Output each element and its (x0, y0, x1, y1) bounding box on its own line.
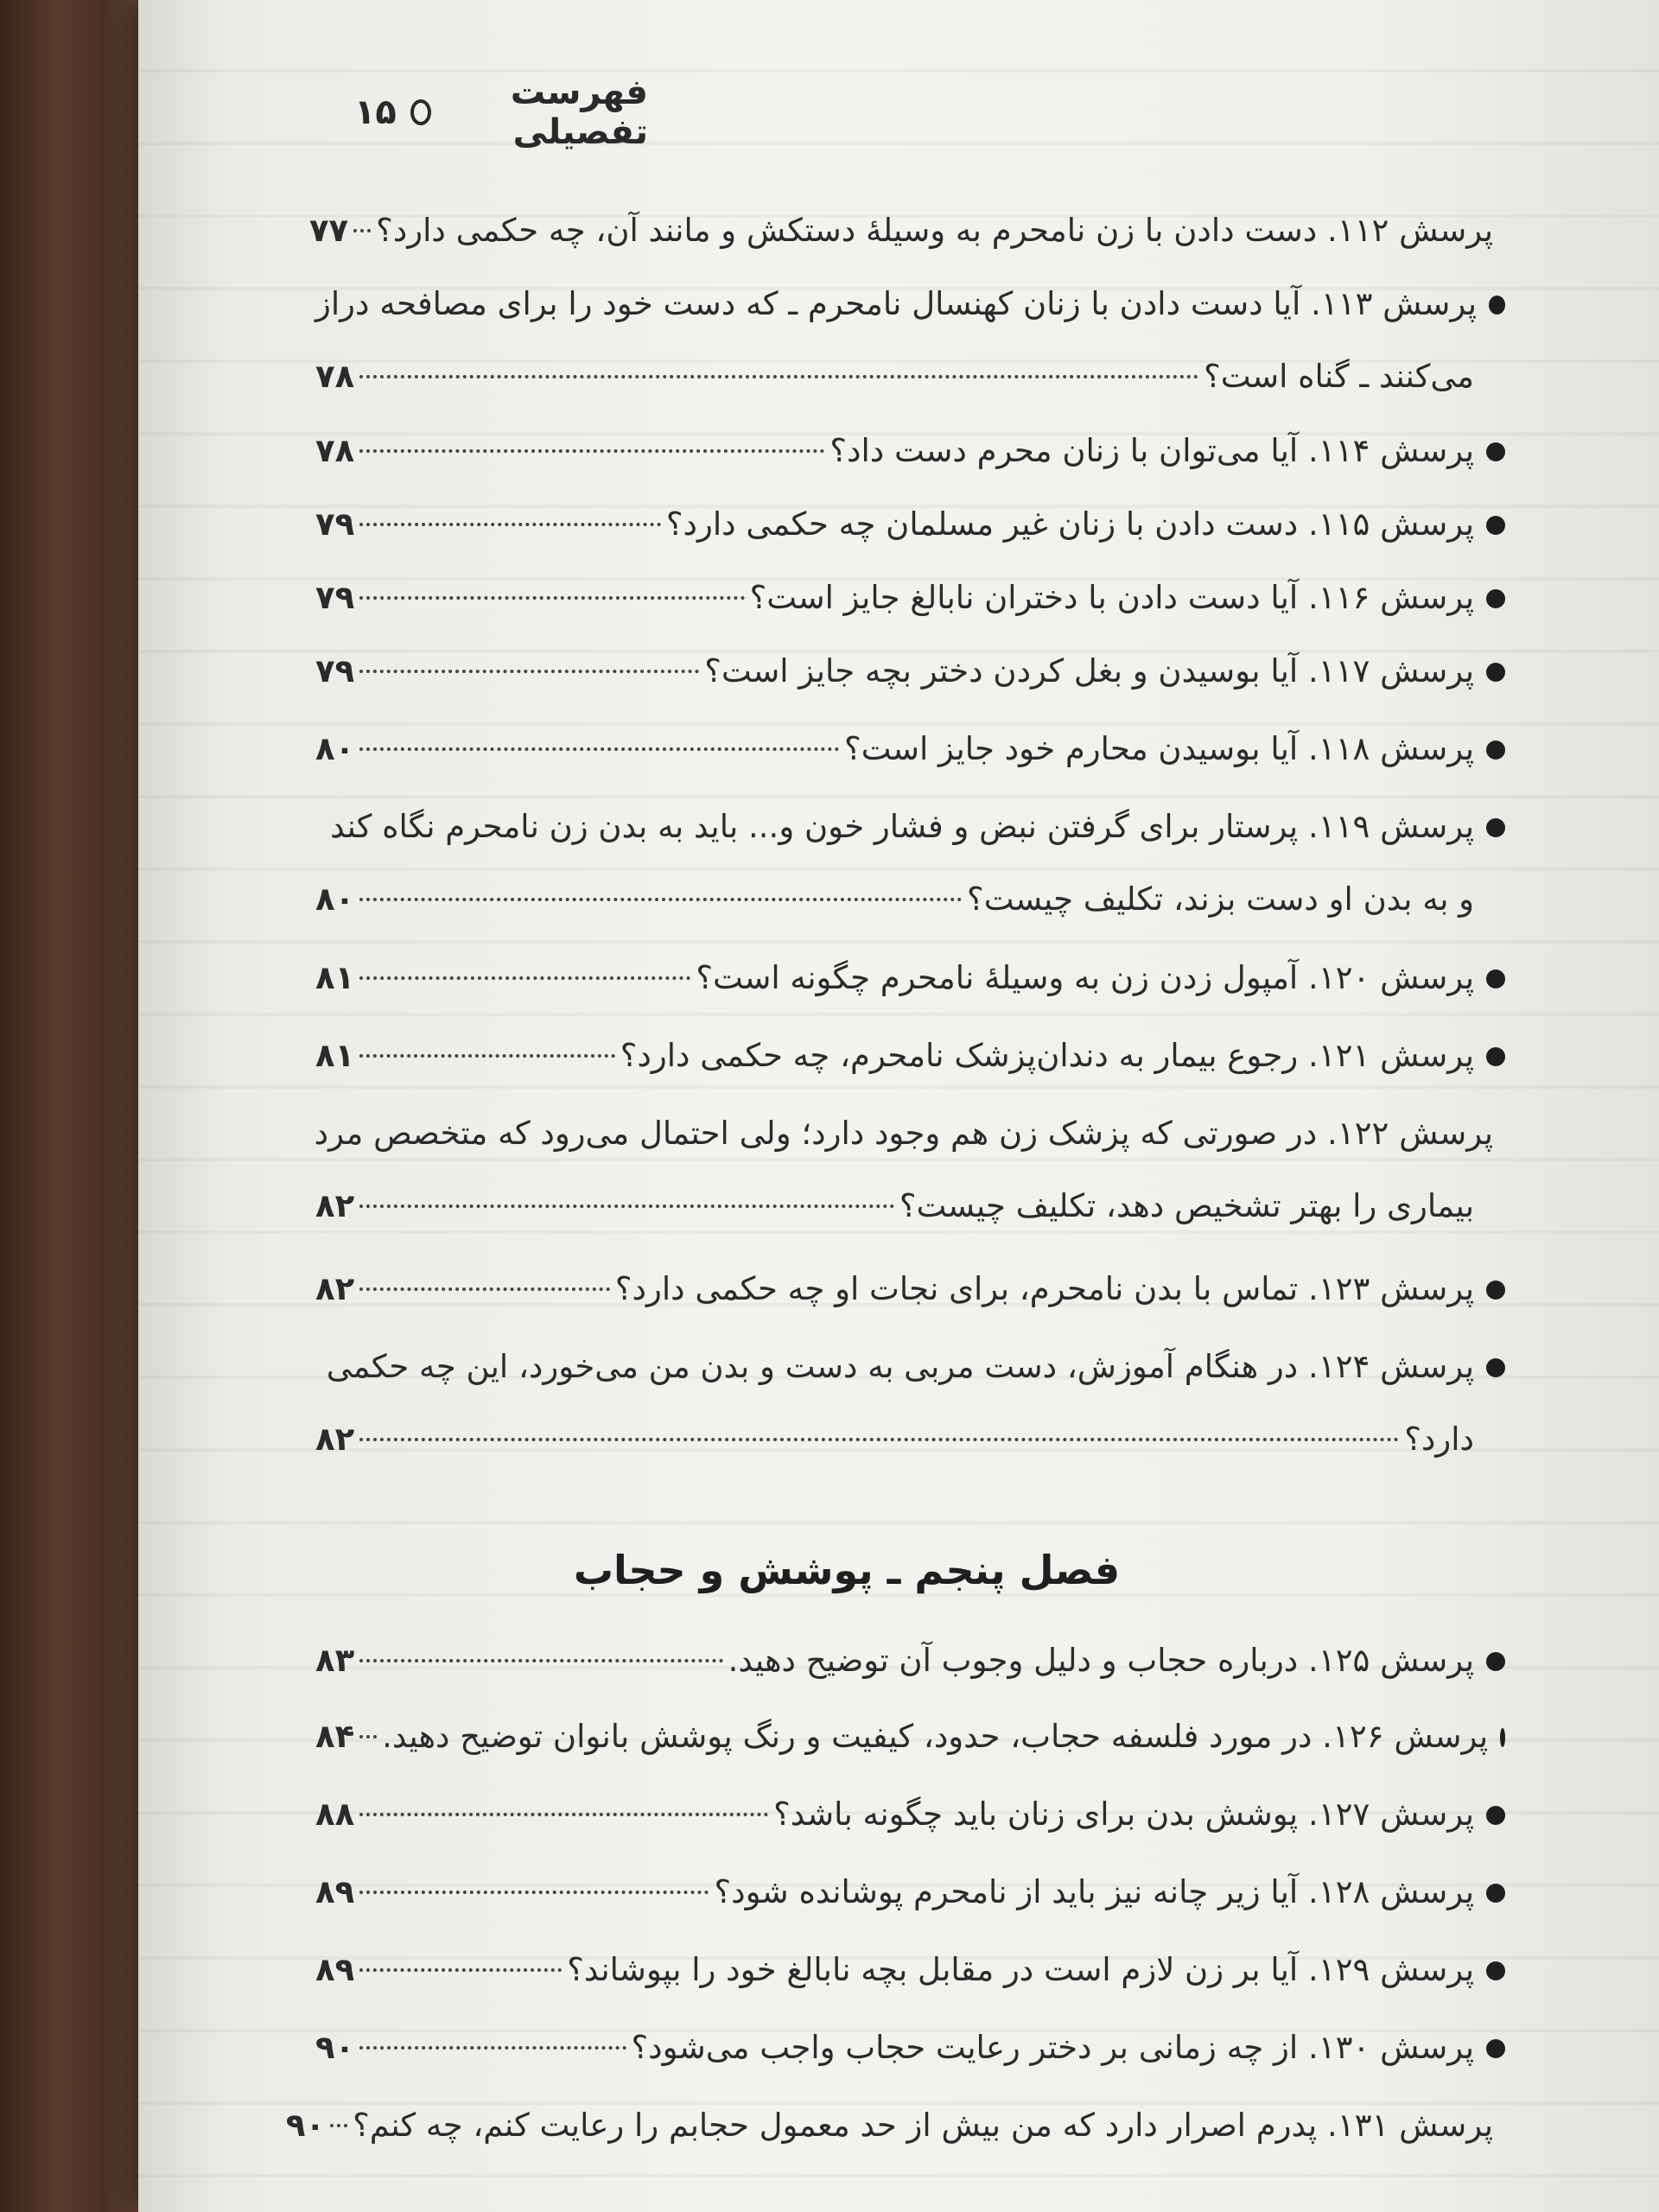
entry-text-cont: دارد؟ (1404, 1421, 1474, 1458)
bullet-icon (1500, 1728, 1505, 1747)
toc-entry (315, 713, 1505, 785)
toc-entry (315, 1934, 1505, 2006)
entry-page: ۸۰ (315, 880, 355, 918)
entry-page: ۸۰ (315, 730, 355, 767)
bullet-icon (1486, 442, 1505, 461)
leader-dots (359, 1287, 610, 1291)
leader-dots (330, 2124, 347, 2127)
entry-text: پرسش ۱۲۵. درباره حجاب و دلیل وجوب آن توضیح دهید. (728, 1642, 1474, 1679)
entry-page: ۹۰ (315, 2029, 355, 2066)
entry-page: ۷۸ (315, 432, 355, 469)
toc-entry (315, 1097, 1505, 1243)
toc-entry (285, 2089, 1505, 2162)
entry-page: ۸۹ (315, 1873, 355, 1910)
toc-entry (315, 1020, 1505, 1092)
entry-page: ۸۴ (315, 1718, 355, 1755)
entry-page: ۸۳ (315, 1642, 355, 1679)
entry-text: پرسش ۱۱۶. آیا دست دادن با دختران نابالغ جایز است؟ (749, 579, 1474, 616)
toc-entry (315, 635, 1505, 708)
toc-entry (315, 268, 1505, 413)
header-page-number: ۱۵ (354, 92, 397, 132)
bullet-icon (1486, 1281, 1505, 1300)
bullet-icon (1486, 1806, 1505, 1825)
toc-entry (315, 942, 1505, 1014)
bullet-icon (1486, 516, 1505, 535)
toc-entry (315, 791, 1505, 936)
bullet-icon (1486, 1961, 1505, 1980)
leader-dots (359, 523, 661, 526)
leader-dots (359, 1054, 615, 1058)
leader-dots (359, 596, 744, 600)
leader-dots (359, 1438, 1399, 1441)
toc-entry (315, 1253, 1505, 1325)
leader-dots (359, 1813, 768, 1816)
bullet-icon (1486, 969, 1505, 988)
entry-text: پرسش ۱۲۴. در هنگام آموزش، دست مربی به دست و بدن من می‌خورد، این چه حکمی (326, 1348, 1474, 1385)
toc-entry (315, 1856, 1505, 1929)
entry-page: ۸۸ (315, 1796, 355, 1833)
toc-entry (315, 1624, 1505, 1697)
entry-page: ۸۹ (315, 1951, 355, 1988)
entry-page: ۷۹ (315, 505, 355, 543)
leader-dots (359, 976, 690, 980)
bullet-icon (1486, 663, 1505, 682)
leader-dots (353, 229, 371, 232)
chapter-title: فصل پنجم ـ پوشش و حجاب (573, 1547, 1121, 1593)
toc-entry (308, 194, 1505, 267)
header-title: فهرست تفصیلی (510, 73, 648, 152)
leader-dots (359, 1659, 723, 1662)
entry-text: پرسش ۱۲۱. رجوع بیمار به دندان‌پزشک نامحرم، چه حکمی دارد؟ (620, 1037, 1474, 1074)
leader-dots (359, 1968, 562, 1972)
bullet-icon (1486, 2039, 1505, 2058)
bullet-icon (1486, 1884, 1505, 1903)
entry-text-cont: و به بدن او دست بزند، تکلیف چیست؟ (966, 880, 1474, 918)
bullet-icon (1486, 1652, 1505, 1671)
entry-text: پرسش ۱۲۳. تماس با بدن نامحرم، برای نجات او چه حکمی دارد؟ (614, 1270, 1474, 1307)
entry-text: پرسش ۱۳۱. پدرم اصرار دارد که من بیش از حد معمول حجابم را رعایت کنم، چه کنم؟ (353, 2107, 1493, 2144)
entry-text-cont: بیماری را بهتر تشخیص دهد، تکلیف چیست؟ (899, 1187, 1474, 1224)
entry-page: ۷۹ (315, 652, 355, 690)
leader-dots (359, 1891, 709, 1894)
leader-dots (359, 1735, 377, 1738)
entry-page: ۷۹ (315, 579, 355, 616)
bullet-icon (1489, 296, 1505, 315)
toc-entry (315, 562, 1505, 634)
bullet-icon (1486, 741, 1505, 760)
entry-text-cont: می‌کنند ـ گناه است؟ (1204, 358, 1474, 395)
toc-entry (315, 1331, 1505, 1476)
bullet-icon (1486, 1047, 1505, 1066)
leader-dots (359, 449, 824, 453)
toc-entry (315, 488, 1505, 561)
leader-dots (359, 1205, 894, 1208)
entry-text: پرسش ۱۲۰. آمپول زدن زن به وسیلهٔ نامحرم چگونه است؟ (696, 959, 1474, 996)
entry-text: پرسش ۱۱۲. دست دادن با زن نامحرم به وسیلهٔ دستکش و مانند آن، چه حکمی دارد؟ (376, 212, 1493, 249)
leader-dots (359, 670, 699, 673)
leader-dots (359, 375, 1198, 378)
toc-entry (315, 2012, 1505, 2084)
entry-text: پرسش ۱۱۸. آیا بوسیدن محارم خود جایز است؟ (844, 730, 1474, 767)
entry-text: پرسش ۱۱۷. آیا بوسیدن و بغل کردن دختر بچه جایز است؟ (704, 652, 1474, 690)
entry-page: ۸۱ (315, 959, 355, 996)
toc-entry (315, 415, 1505, 487)
entry-page: ۸۲ (315, 1187, 355, 1224)
entry-text: پرسش ۱۲۲. در صورتی که پزشک زن هم وجود دارد؛ ولی احتمال می‌رود که متخصص مرد (314, 1115, 1493, 1152)
leader-dots (359, 747, 839, 751)
toc-entry (315, 1700, 1505, 1773)
entry-text: پرسش ۱۲۸. آیا زیر چانه نیز باید از نامحرم پوشانده شود؟ (714, 1873, 1474, 1910)
toc-entry (315, 1778, 1505, 1851)
entry-text: پرسش ۱۳۰. از چه زمانی بر دختر رعایت حجاب واجب می‌شود؟ (631, 2029, 1474, 2066)
entry-text: پرسش ۱۲۷. پوشش بدن برای زنان باید چگونه باشد؟ (773, 1796, 1474, 1833)
bullet-icon (1486, 1358, 1505, 1377)
bullet-icon (1486, 818, 1505, 837)
entry-text: پرسش ۱۱۹. پرستار برای گرفتن نبض و فشار خون و... باید به بدن زن نامحرم نگاه کند (330, 808, 1474, 845)
entry-page: ۸۲ (315, 1270, 355, 1307)
entry-page: ۷۷ (308, 212, 349, 249)
entry-text: پرسش ۱۱۳. آیا دست دادن با زنان کهنسال نامحرم ـ که دست خود را برای مصافحه دراز (315, 285, 1478, 322)
entry-text: پرسش ۱۲۶. در مورد فلسفه حجاب، حدود، کیفیت و رنگ پوشش بانوان توضیح دهید. (382, 1718, 1489, 1755)
entry-page: ۸۲ (315, 1421, 355, 1458)
entry-page: ۹۰ (285, 2107, 326, 2144)
entry-page: ۸۱ (315, 1037, 355, 1074)
leader-dots (359, 898, 962, 901)
entry-text: پرسش ۱۲۹. آیا بر زن لازم است در مقابل بچه نابالغ خود را بپوشاند؟ (567, 1951, 1474, 1988)
entry-text: پرسش ۱۱۵. دست دادن با زنان غیر مسلمان چه حکمی دارد؟ (665, 505, 1474, 543)
entry-page: ۷۸ (315, 358, 355, 395)
entry-text: پرسش ۱۱۴. آیا می‌توان با زنان محرم دست داد؟ (830, 432, 1474, 469)
bullet-icon (1486, 589, 1505, 608)
leader-dots (359, 2046, 626, 2050)
